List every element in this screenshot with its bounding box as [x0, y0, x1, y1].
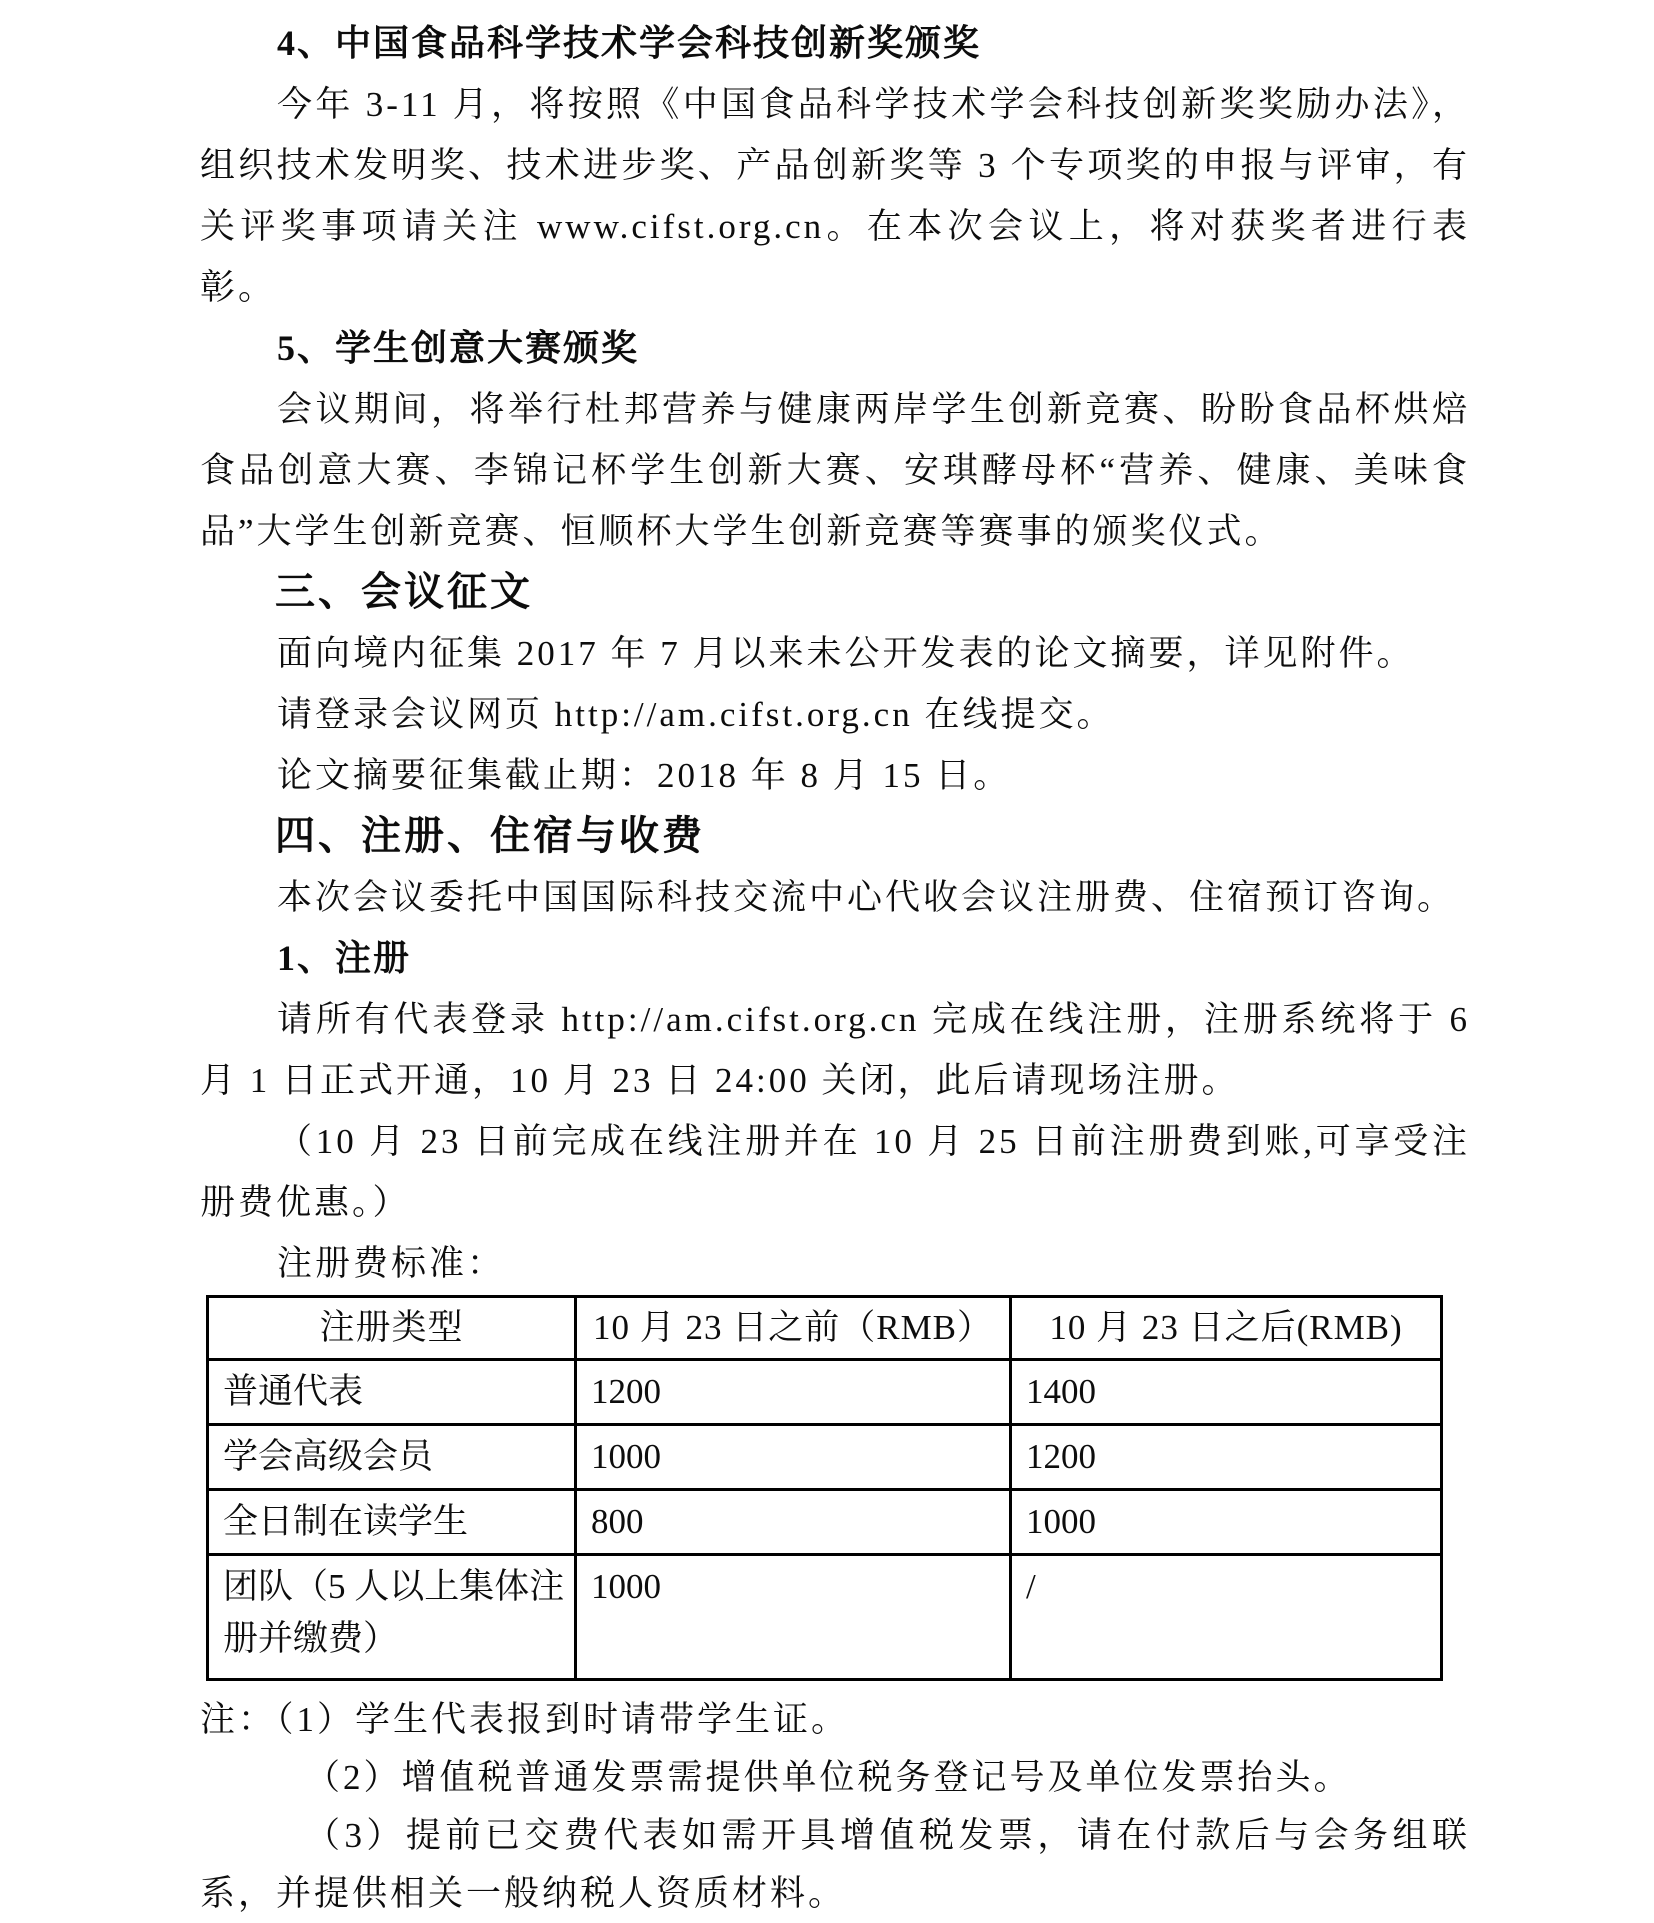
- table-cell-fee-before: 800: [576, 1490, 1011, 1555]
- paragraph-tech-innovation-award: 今年 3-11 月，将按照《中国食品科学技术学会科技创新奖奖励办法》，组织技术发明奖、技术进步奖、产品创新奖等 3 个专项奖的申报与评审，有关评奖事项请关注 www.cifst.org.cn。在本次会议上，将对获奖者进行表彰。: [200, 85, 1470, 307]
- paragraph-cfp-submit-url: 请登录会议网页 http://am.cifst.org.cn 在线提交。: [277, 695, 1115, 734]
- table-row-fulltime-student: [208, 1490, 1442, 1555]
- table-cell-category: 团队（5 人以上集体注册并缴费）: [208, 1555, 576, 1680]
- heading-call-for-papers: 三、会议征文: [275, 570, 533, 614]
- table-row-senior-member: [208, 1425, 1442, 1490]
- table-header-before-oct23: 10 月 23 日之前（RMB）: [576, 1297, 1011, 1360]
- note-prepaid-invoice: （3）提前已交费代表如需开具增值税发票，请在付款后与会务组联系，并提供相关一般纳税人资质材料。: [200, 1816, 1470, 1913]
- heading-student-contest-award: 5、学生创意大赛颁奖: [277, 328, 640, 368]
- table-cell-fee-after: /: [1011, 1555, 1442, 1680]
- table-cell-fee-before: 1000: [576, 1555, 1011, 1680]
- table-cell-category: 学会高级会员: [208, 1425, 576, 1490]
- table-cell-fee-before: 1000: [576, 1425, 1011, 1490]
- table-row-group: [208, 1555, 1442, 1680]
- paragraph-registration-online: 请所有代表登录 http://am.cifst.org.cn 完成在线注册，注册系统将于 6 月 1 日正式开通，10 月 23 日 24:00 关闭，此后请现场注册。: [200, 1000, 1470, 1100]
- table-cell-category: 普通代表: [208, 1360, 576, 1425]
- table-header-registration-type: 注册类型: [208, 1297, 576, 1360]
- table-cell-category: 全日制在读学生: [208, 1490, 576, 1555]
- table-cell-fee-after: 1200: [1011, 1425, 1442, 1490]
- notes-block: [200, 1691, 1470, 1923]
- heading-tech-innovation-award: 4、中国食品科学技术学会科技创新奖颁奖: [277, 23, 982, 63]
- paragraph-registration-discount: （10 月 23 日前完成在线注册并在 10 月 25 日前注册费到账,可享受注册费优惠。）: [200, 1122, 1470, 1222]
- registration-fee-table: [206, 1295, 1443, 1681]
- note-vat-invoice-info: （2）增值税普通发票需提供单位税务登记号及单位发票抬头。: [305, 1758, 1352, 1797]
- note-student-id: 注：（1）学生代表报到时请带学生证。: [200, 1700, 850, 1739]
- table-cell-fee-after: 1000: [1011, 1490, 1442, 1555]
- heading-registration-sub: 1、注册: [277, 938, 412, 978]
- table-cell-fee-after: 1400: [1011, 1360, 1442, 1425]
- heading-registration-section: 四、注册、住宿与收费: [275, 814, 705, 858]
- paragraph-cfp-deadline: 论文摘要征集截止期：2018 年 8 月 15 日。: [277, 756, 1012, 795]
- table-cell-fee-before: 1200: [576, 1360, 1011, 1425]
- table-header-after-oct23: 10 月 23 日之后(RMB): [1011, 1297, 1442, 1360]
- table-row-regular-delegate: [208, 1360, 1442, 1425]
- fee-standard-label: 注册费标准：: [277, 1244, 506, 1283]
- paragraph-registration-intro: 本次会议委托中国国际科技交流中心代收会议注册费、住宿预订咨询。: [277, 878, 1456, 917]
- paragraph-student-contest-award: 会议期间，将举行杜邦营养与健康两岸学生创新竞赛、盼盼食品杯烘焙食品创意大赛、李锦记杯学生创新大赛、安琪酵母杯“营养、健康、美味食品”大学生创新竞赛、恒顺杯大学生创新竞赛等赛事的颁奖仪式。: [200, 390, 1470, 551]
- paragraph-cfp-scope: 面向境内征集 2017 年 7 月以来未公开发表的论文摘要，详见附件。: [277, 634, 1415, 673]
- table-header-row: [208, 1297, 1442, 1360]
